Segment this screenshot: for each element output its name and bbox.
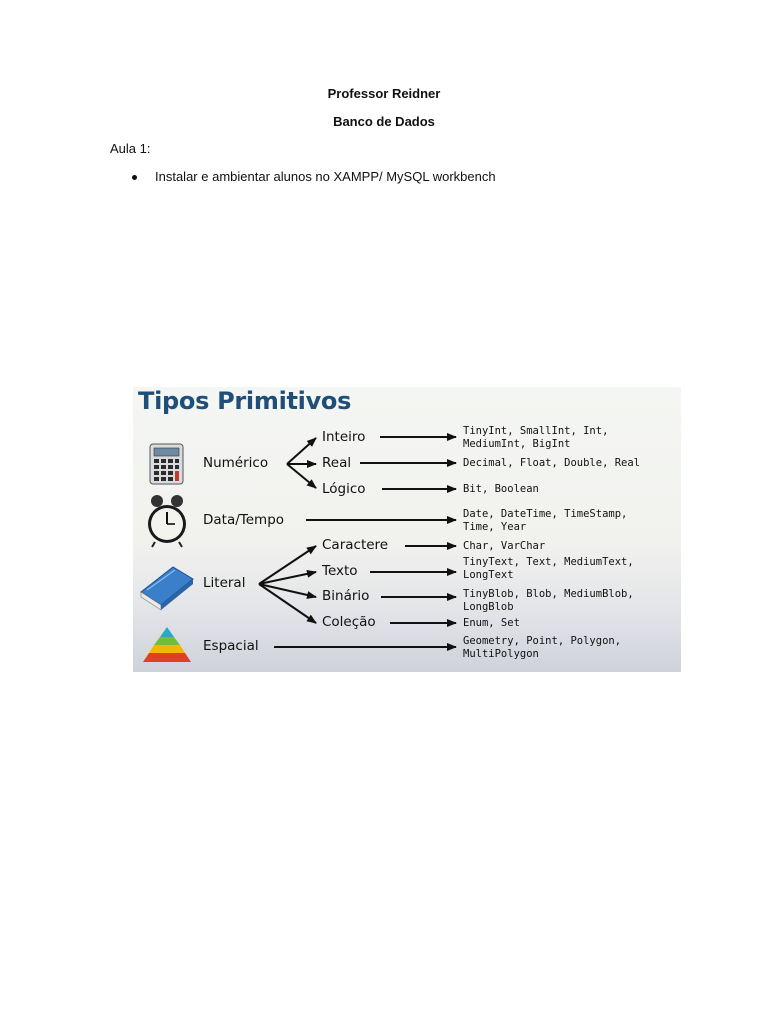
types-logico: Bit, Boolean xyxy=(463,483,539,495)
bullet-icon xyxy=(132,175,137,180)
types-binario xyxy=(463,588,634,614)
lesson-label: Aula 1: xyxy=(110,141,151,156)
document-title: Professor Reidner xyxy=(327,86,441,101)
subtype-colecao: Coleção xyxy=(322,614,376,630)
literal-arrows xyxy=(259,546,456,623)
book-icon xyxy=(141,567,193,610)
document-subtitle: Banco de Dados xyxy=(333,114,435,129)
subtype-caractere: Caractere xyxy=(322,537,389,553)
types-texto-line-2: LongText xyxy=(463,569,514,581)
types-inteiro-line-2: MediumInt, BigInt xyxy=(463,438,571,450)
subtype-texto: Texto xyxy=(322,563,358,579)
bullet-item xyxy=(132,169,496,184)
types-espacial xyxy=(463,635,621,661)
types-binario-line-2: LongBlob xyxy=(463,601,514,613)
types-binario-line-1: TinyBlob, Blob, MediumBlob, xyxy=(463,588,634,600)
types-caractere: Char, VarChar xyxy=(463,540,546,552)
numerico-arrows xyxy=(287,437,456,489)
types-espacial-line-2: MultiPolygon xyxy=(463,648,539,660)
category-literal: Literal xyxy=(203,575,246,591)
types-data-tempo-line-2: Time, Year xyxy=(463,521,527,533)
subtype-real: Real xyxy=(322,455,352,471)
alarm-clock-icon xyxy=(148,495,186,547)
types-espacial-line-1: Geometry, Point, Polygon, xyxy=(463,635,622,647)
pyramid-icon xyxy=(143,627,191,662)
bullet-text: Instalar e ambientar alunos no XAMPP/ MySQL workbench xyxy=(155,169,496,184)
category-numerico: Numérico xyxy=(203,455,269,471)
category-data-tempo: Data/Tempo xyxy=(203,512,285,528)
types-inteiro xyxy=(463,425,608,451)
types-colecao: Enum, Set xyxy=(463,617,520,629)
types-texto xyxy=(463,556,634,582)
subtype-logico: Lógico xyxy=(322,481,366,497)
subtype-binario: Binário xyxy=(322,588,370,604)
category-espacial: Espacial xyxy=(203,638,259,654)
types-inteiro-line-1: TinyInt, SmallInt, Int, xyxy=(463,425,609,437)
types-real: Decimal, Float, Double, Real xyxy=(463,457,641,469)
calculator-icon xyxy=(150,444,183,484)
primitive-types-figure xyxy=(133,387,681,672)
figure-title: Tipos Primitivos xyxy=(138,387,352,415)
types-texto-line-1: TinyText, Text, MediumText, xyxy=(463,556,634,568)
types-data-tempo-line-1: Date, DateTime, TimeStamp, xyxy=(463,508,628,520)
types-data-tempo xyxy=(463,508,627,534)
subtype-inteiro: Inteiro xyxy=(322,429,366,445)
